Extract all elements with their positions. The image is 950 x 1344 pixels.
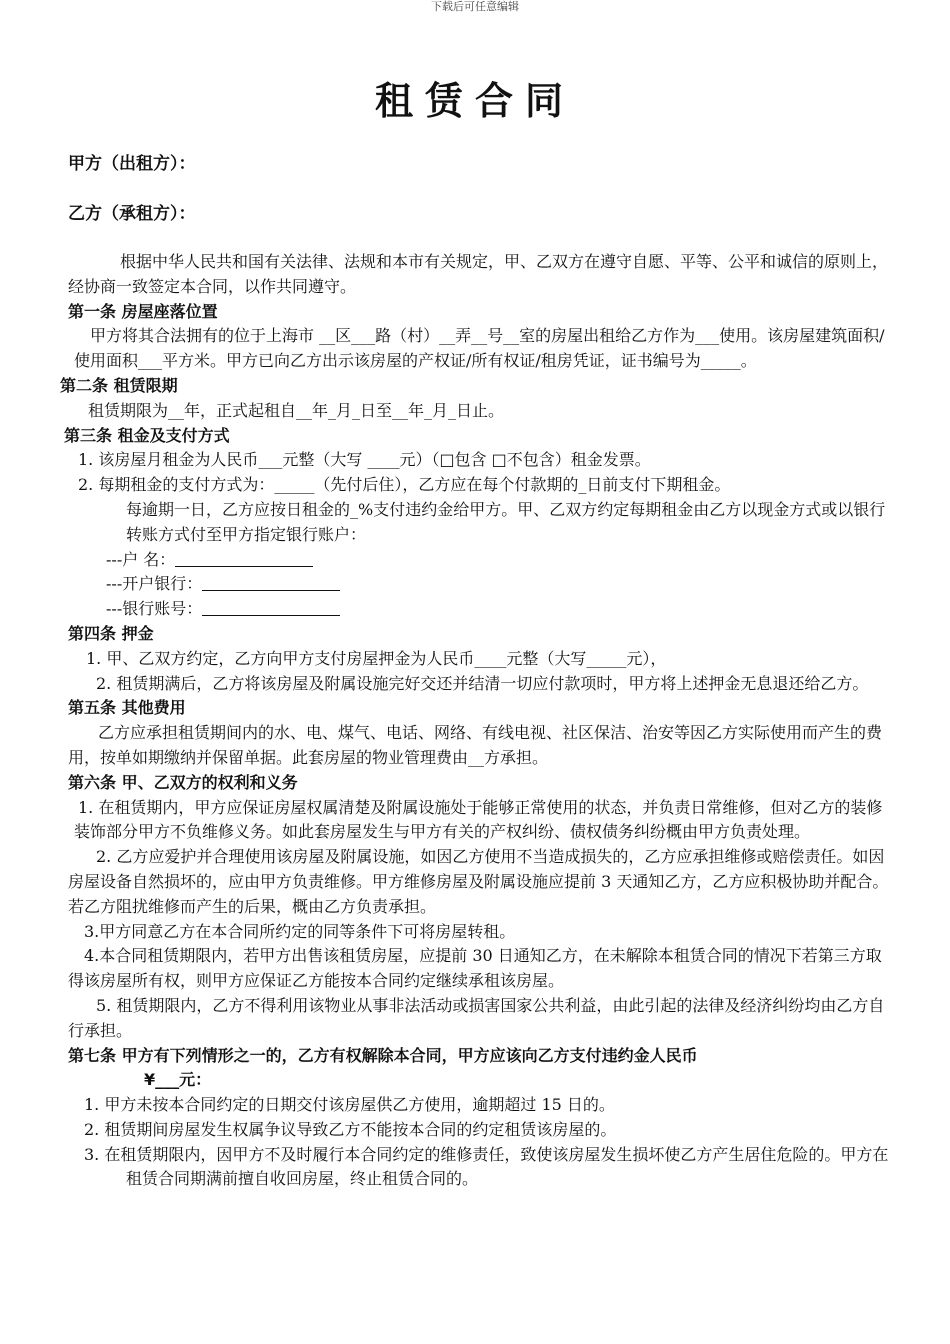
article-7-heading: 第七条 甲方有下列情形之一的，乙方有权解除本合同，甲方应该向乙方支付违约金人民币 (68, 1045, 698, 1065)
party-b-label: 乙方（承租方）： (68, 204, 196, 224)
article-7-heading-cont: ¥___元： (144, 1070, 212, 1090)
article-7-item-1: 1. 甲方未按本合同约定的日期交付该房屋供乙方使用，逾期超过 15 日的。 (84, 1095, 615, 1115)
article-3-item-2-cont: 每逾期一日，乙方应按日租金的_%支付违约金给甲方。甲、乙双方约定每期租金由乙方以现金方式或以银行转账方式付至甲方指定银行账户： (126, 499, 886, 544)
article-3-heading: 第三条 租金及支付方式 (64, 425, 230, 445)
account-name-line (175, 550, 313, 567)
article-1-text: 甲方将其合法拥有的位于上海市 __区___路（村）__弄__号__室的房屋出租给乙方作为___使用。该房屋建筑面积/使用面积___平方米。甲方已向乙方出示该房屋的产权证/所有权证/租房凭证，证书编号为_____。 (74, 326, 885, 371)
account-name-row (60, 548, 890, 573)
account-bank-line (202, 574, 340, 591)
article-4-heading: 第四条 押金 (68, 623, 154, 643)
account-no-label: ---银行账号： (106, 599, 203, 619)
account-name-label: ---户 名： (106, 549, 176, 569)
account-no-row (60, 597, 890, 622)
article-7-item-3: 3. 在租赁期限内，因甲方不及时履行本合同约定的维修责任，致使该房屋发生损坏使乙方产生居住危险的。甲方在租赁合同期满前擅自收回房屋，终止租赁合同的。 (84, 1144, 889, 1189)
account-no-line (202, 599, 340, 616)
article-3-item-1: 1. 该房屋月租金为人民币___元整（大写 ____元）（□包含 □不包含）租金发票。 (78, 450, 651, 470)
article-2-heading: 第二条 租赁限期 (60, 375, 178, 395)
article-6-item-4: 4.本合同租赁期限内，若甲方出售该租赁房屋，应提前 30 日通知乙方，在未解除本租赁合同的情况下若第三方取得该房屋所有权，则甲方应保证乙方能按本合同约定继续承租该房屋。 (68, 946, 882, 991)
article-6-item-1: 1. 在租赁期内，甲方应保证房屋权属清楚及附属设施处于能够正常使用的状态，并负责日常维修，但对乙方的装修装饰部分甲方不负维修义务。如此套房屋发生与甲方有关的产权纠纷、债权债务纠纷概由甲方负责处理。 (74, 797, 883, 842)
article-7-item-2: 2. 租赁期间房屋发生权属争议导致乙方不能按本合同的约定租赁该房屋的。 (84, 1119, 617, 1139)
contract-body (60, 250, 890, 1192)
article-1-heading: 第一条 房屋座落位置 (68, 301, 218, 321)
header-note: 下载后可任意编辑 (431, 0, 519, 13)
article-4-item-2: 2. 租赁期满后，乙方将该房屋及附属设施完好交还并结清一切应付款项时，甲方将上述押金无息退还给乙方。 (96, 673, 869, 693)
article-2-text: 租赁期限为__年，正式起租自__年_月_日至__年_月_日止。 (88, 400, 505, 420)
article-6-item-3: 3.甲方同意乙方在本合同所约定的同等条件下可将房屋转租。 (84, 921, 516, 941)
intro-paragraph: 根据中华人民共和国有关法律、法规和本市有关规定，甲、乙双方在遵守自愿、平等、公平和诚信的原则上，经协商一致签定本合同，以作共同遵守。 (68, 252, 889, 296)
article-6-heading: 第六条 甲、乙双方的权利和义务 (68, 772, 298, 792)
party-a-label: 甲方（出租方）： (68, 154, 196, 174)
contract-title: 租赁合同 (374, 79, 575, 123)
article-6-item-5: 5. 租赁期限内，乙方不得利用该物业从事非法活动或损害国家公共利益，由此引起的法律及经济纠纷均由乙方自行承担。 (68, 995, 885, 1040)
account-bank-label: ---开户银行： (106, 574, 203, 594)
article-3-item-2: 2. 每期租金的支付方式为：_____（先付后住），乙方应在每个付款期的_日前支付下期租金。 (78, 475, 731, 495)
article-5-heading: 第五条 其他费用 (68, 698, 186, 718)
article-4-item-1: 1. 甲、乙双方约定，乙方向甲方支付房屋押金为人民币____元整（大写_____元）， (86, 648, 667, 668)
account-bank-row (60, 572, 890, 597)
article-5-text: 乙方应承担租赁期间内的水、电、煤气、电话、网络、有线电视、社区保洁、治安等因乙方实际使用而产生的费用，按单如期缴纳并保留单据。此套房屋的物业管理费由__方承担。 (68, 723, 883, 767)
article-6-item-2: 2. 乙方应爱护并合理使用该房屋及附属设施，如因乙方使用不当造成损失的，乙方应承担维修或赔偿责任。如因房屋设备自然损坏的，应由甲方负责维修。甲方维修房屋及附属设施应提前 3 天通知乙方，乙方应积极协助并配合。若乙方阻扰维修而产生的后果，概由乙方负责承担。 (68, 847, 889, 916)
